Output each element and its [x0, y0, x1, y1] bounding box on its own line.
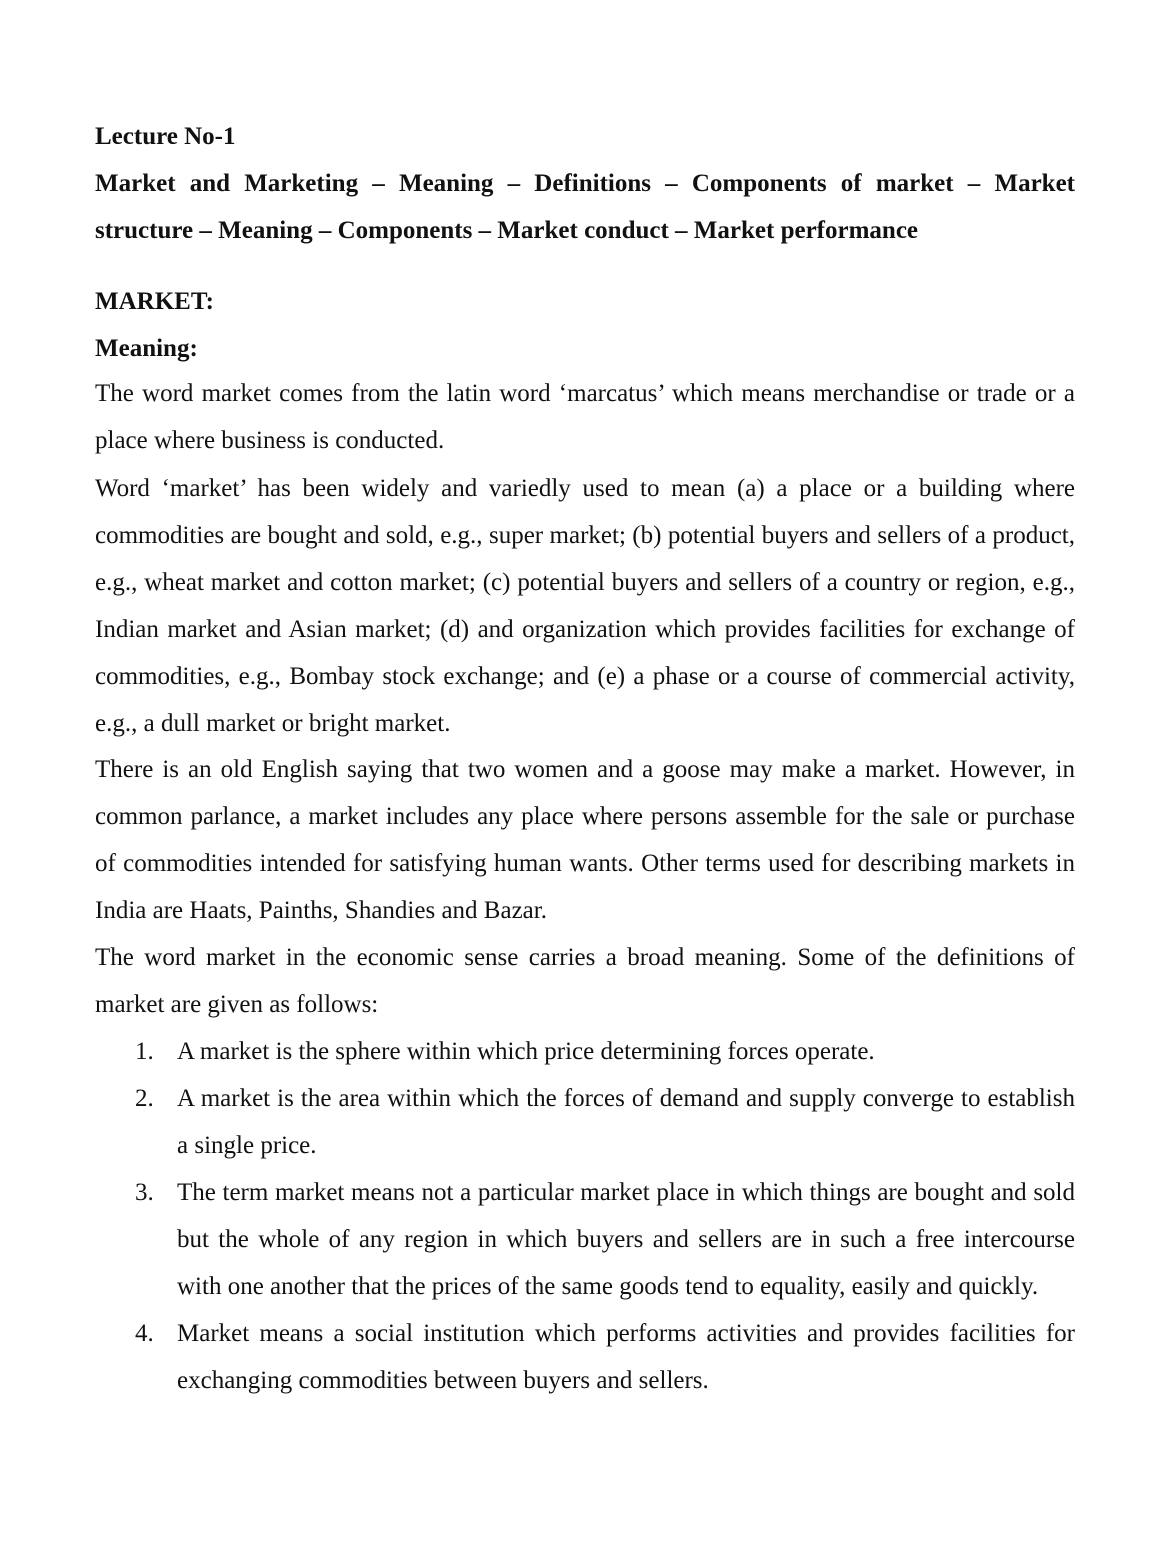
definition-text: A market is the sphere within which price determining forces operate.	[177, 1038, 875, 1065]
paragraph-economic-sense: The word market in the economic sense carries a broad meaning. Some of the definitions of market are given as follows:	[95, 944, 1075, 1018]
paragraph-common-parlance: There is an old English saying that two women and a goose may make a market. However, in common parlance, a market includes any place where persons assemble for the sale or purchase of commodities intended for satisfying human wants. Other terms used for describing markets in India are Haats, Painths, Shandies and Bazar.	[95, 756, 1075, 924]
lecture-number-heading: Lecture No-1	[95, 123, 236, 150]
definition-item	[95, 1310, 1075, 1404]
definition-number: 2.	[135, 1085, 154, 1112]
lecture-topics-heading: Market and Marketing – Meaning – Definitions – Components of market – Market structure – Meaning – Components – Market conduct – Market performance	[95, 170, 1075, 244]
definition-item	[95, 1075, 1075, 1169]
definition-number: 3.	[135, 1179, 154, 1206]
section-heading-market: MARKET:	[95, 288, 214, 315]
definition-number: 1.	[135, 1038, 154, 1065]
definition-text: Market means a social institution which performs activities and provides facilities for exchanging commodities between buyers and sellers.	[177, 1320, 1075, 1394]
paragraph-usage: Word ‘market’ has been widely and variedly used to mean (a) a place or a building where commodities are bought and sold, e.g., super market; (b) potential buyers and sellers of a product, e.g., wheat market and cotton market; (c) potential buyers and sellers of a country or region, e.g., Indian market and Asian market; (d) and organization which provides facilities for exchange of commodities, e.g., Bombay stock exchange; and (e) a phase or a course of commercial activity, e.g., a dull market or bright market.	[95, 475, 1075, 737]
definition-number: 4.	[135, 1320, 154, 1347]
definition-text: The term market means not a particular market place in which things are bought and sold but the whole of any region in which buyers and sellers are in such a free intercourse with one another that the prices of the same goods tend to equality, easily and quickly.	[177, 1179, 1075, 1300]
paragraph-origin: The word market comes from the latin word ‘marcatus’ which means merchandise or trade or a place where business is conducted.	[95, 380, 1075, 454]
subsection-heading-meaning: Meaning:	[95, 335, 198, 362]
definitions-list	[95, 1028, 1075, 1404]
definition-item	[95, 1028, 1075, 1075]
definition-text: A market is the area within which the forces of demand and supply converge to establish a single price.	[177, 1085, 1075, 1159]
definition-item	[95, 1169, 1075, 1310]
